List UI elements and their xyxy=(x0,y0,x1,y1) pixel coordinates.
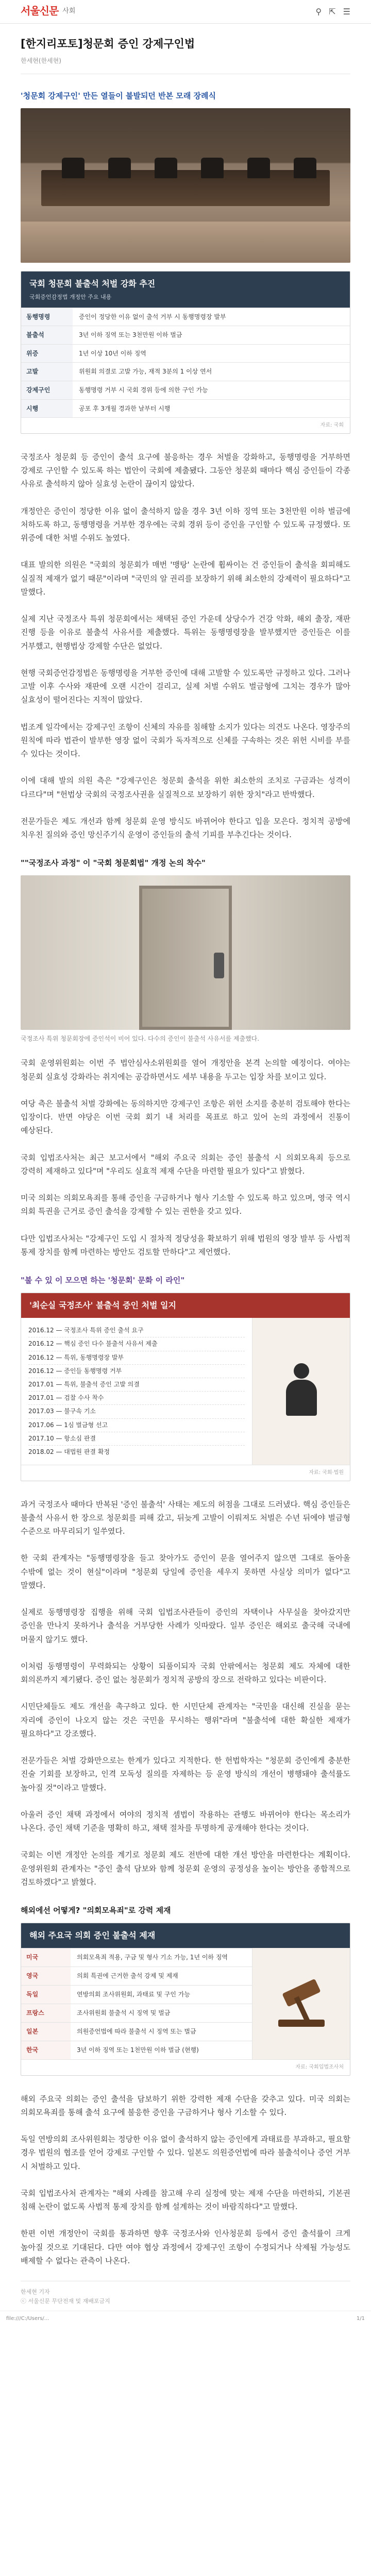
section-heading-3: "불 수 있 이 모으면 하는 '청문회' 문화 이 라인" xyxy=(21,1276,185,1285)
section-heading-1: '청문회 강제구인' 만든 열들이 불발되던 반본 모래 장례식 xyxy=(21,91,216,101)
infobox-footnote: 자료: 국회·법원 xyxy=(21,1465,350,1481)
infobox-illustration xyxy=(252,1318,350,1465)
country-sanction: 의회모욕죄 적용, 구금 및 형사 기소 가능, 1년 이하 징역 xyxy=(77,1954,228,1961)
photo-seat xyxy=(247,158,270,178)
infobox-footnote: 자료: 국회입법조사처 xyxy=(21,2059,350,2075)
country-table xyxy=(21,1948,252,2059)
timeline-item: 2018.02 — 대법원 판결 확정 xyxy=(28,1448,110,1455)
paragraph: 법조계 일각에서는 강제구인 조항이 신체의 자유를 침해할 소지가 있다는 의견도 나온다. 영장주의 원칙에 따라 법관이 발부한 영장 없이 국회가 독자적으로 신체를 구속하는 것은 위헌 시비를 부를 수 있다는 것이다. xyxy=(21,722,350,758)
infobox-body xyxy=(21,1948,350,2059)
paragraph: 해외 주요국 의회는 증인 출석을 담보하기 위한 강력한 제재 수단을 갖추고 있다. 미국 의회는 의회모욕죄를 통해 출석 요구에 불응한 증인을 구금하거나 형사 기소할 수 있다. xyxy=(21,2094,350,2117)
courtroom-photo xyxy=(21,108,350,263)
infobox-row xyxy=(21,399,350,418)
paragraph: 다만 입법조사처는 "강제구인 도입 시 절차적 정당성을 확보하기 위해 법원의 영장 발부 등 사법적 통제 장치를 함께 마련하는 방안도 검토할 만하다"고 제언했다. xyxy=(21,1233,350,1257)
status-bar xyxy=(0,2311,371,2327)
photo-door-handle xyxy=(214,953,224,978)
paragraph: 국정조사 청문회 등 증인이 출석 요구에 불응하는 경우 처벌을 강화하고, 동행명령을 거부하면 강제로 구인할 수 있도록 하는 법안이 국회에 제출됐다. 그동안 청문회 때마다 핵심 증인들이 각종 사유로 출석하지 않아 실효성 논란이 끊이지 않았다. xyxy=(21,452,350,489)
infobox-key: 고발 xyxy=(21,363,73,381)
top-bar xyxy=(0,0,371,24)
paragraph: 한 국회 관계자는 "동행명령장을 들고 찾아가도 증인이 문을 열어주지 않으면 그대로 돌아올 수밖에 없는 것이 현실"이라며 "청문회 당일에 증인을 세우지 못하면 사실상 의미가 없다"고 말했다. xyxy=(21,1553,350,1590)
country-name: 미국 xyxy=(21,1948,71,1967)
copyright-notice: ⓒ 서울신문 무단전재 및 재배포금지 xyxy=(21,2297,110,2304)
gavel-icon xyxy=(273,1980,330,2027)
gavel-base xyxy=(278,2020,325,2027)
paragraph: 국회 운영위원회는 이번 주 법안심사소위원회를 열어 개정안을 본격 논의할 예정이다. 여야는 청문회 실효성 강화라는 취지에는 공감하면서도 세부 내용을 두고는 입장 차를 보이고 있다. xyxy=(21,1058,350,1081)
article-meta xyxy=(21,56,350,66)
photo-seat xyxy=(62,158,85,178)
infobox-title xyxy=(21,272,350,307)
country-name: 일본 xyxy=(21,2023,71,2041)
country-name: 독일 xyxy=(21,1986,71,2004)
country-row xyxy=(21,1985,252,2004)
timeline-item: 2017.01 — 특위, 불출석 증인 고발 의결 xyxy=(28,1378,245,1392)
reporter-name: 한세현 기자 xyxy=(21,2289,50,2296)
person-silhouette-icon xyxy=(278,1363,325,1420)
infobox-key: 불출석 xyxy=(21,326,73,344)
country-row xyxy=(21,2041,252,2059)
article-header xyxy=(21,24,350,74)
infobox-key: 강제구인 xyxy=(21,381,73,399)
timeline-item: 2016.12 — 국정조사 특위 증인 출석 요구 xyxy=(28,1324,245,1337)
infobox-title: 해외 주요국 의회 증인 불출석 제재 xyxy=(21,1923,350,1948)
infobox-foreign-cases xyxy=(21,1923,350,2076)
article-title: [한지리포토]청문회 증인 강제구인법 xyxy=(21,38,195,50)
infobox-key: 위증 xyxy=(21,345,73,363)
photo-bench xyxy=(41,170,330,206)
infobox-title: '최순실 국정조사' 불출석 증인 처벌 일지 xyxy=(21,1293,350,1318)
share-icon[interactable]: ⇱ xyxy=(329,6,336,16)
brand xyxy=(21,3,75,21)
country-row xyxy=(21,1967,252,1985)
infobox-illustration xyxy=(252,1948,350,2059)
country-sanction: 의회 특권에 근거한 출석 강제 및 제재 xyxy=(77,1972,178,1980)
paragraph: 이에 대해 발의 의원 측은 "강제구인은 청문회 출석을 위한 최소한의 조치로 구금과는 성격이 다르다"며 "헌법상 국회의 국정조사권을 실질적으로 보장하기 위한 장치"라고 반박했다. xyxy=(21,776,350,799)
country-name: 한국 xyxy=(21,2041,71,2059)
infobox-value: 3년 이하 징역 또는 3천만원 이하 벌금 xyxy=(79,331,182,339)
paragraph: 국회 입법조사처 관계자는 "해외 사례를 참고해 우리 실정에 맞는 제재 수단을 마련하되, 기본권 침해 논란이 없도록 사법적 통제 장치를 함께 설계하는 것이 바람직하다"고 말했다. xyxy=(21,2188,350,2212)
country-row xyxy=(21,2004,252,2022)
paragraph: 아울러 증인 채택 과정에서 여야의 정치적 셈법이 작용하는 관행도 바뀌어야 한다는 목소리가 나온다. 증인 채택 기준을 명확히 하고, 채택 절차를 투명하게 공개해야 한다는 것이다. xyxy=(21,1809,350,1833)
photo-seat xyxy=(201,158,224,178)
country-sanction: 3년 이하 징역 또는 1천만원 이하 벌금 (현행) xyxy=(77,2046,199,2054)
timeline-item: 2017.06 — 1심 벌금형 선고 xyxy=(28,1419,245,1432)
infobox-body xyxy=(21,1318,350,1465)
photo-seat xyxy=(108,158,131,178)
infobox-row xyxy=(21,344,350,363)
section-heading-4: 해외에선 어떻게? "의회모욕죄"로 강력 제재 xyxy=(21,1906,171,1916)
infobox-row xyxy=(21,381,350,399)
infobox-value: 동행명령 거부 시 국회 경위 등에 의한 구인 가능 xyxy=(79,386,208,394)
top-icons xyxy=(316,5,350,19)
timeline-item: 2016.12 — 핵심 증인 다수 불출석 사유서 제출 xyxy=(28,1337,245,1351)
infobox-key: 시행 xyxy=(21,400,73,418)
infobox-value: 1년 이상 10년 이하 징역 xyxy=(79,349,146,357)
infobox-row xyxy=(21,362,350,381)
site-logo[interactable]: 서울신문 xyxy=(21,6,59,17)
photo-caption: 국정조사 특위 청문회장에 증인석이 비어 있다. 다수의 증인이 불출석 사유서를 제출했다. xyxy=(21,1035,260,1043)
paragraph: 국회 입법조사처는 최근 보고서에서 "해외 주요국 의회는 증인 불출석 시 의회모욕죄 등으로 강력히 제재하고 있다"며 "우리도 실효적 제재 수단을 마련할 필요가 있다"고 밝혔다. xyxy=(21,1153,350,1176)
infobox-footnote: 자료: 국회 xyxy=(21,417,350,433)
article-footer xyxy=(21,2281,350,2306)
section-label[interactable]: 사회 xyxy=(62,7,76,15)
search-icon[interactable]: ⚲ xyxy=(315,6,322,16)
section-heading-2: ""국정조사 과정" 이 "국회 청문회법" 개정 논의 착수" xyxy=(21,858,206,868)
photo-seat xyxy=(294,158,316,178)
timeline-item: 2017.01 — 검찰 수사 착수 xyxy=(28,1392,245,1405)
infobox-value: 증인이 정당한 이유 없이 출석 거부 시 동행명령장 발부 xyxy=(79,313,226,320)
menu-icon[interactable]: ☰ xyxy=(343,6,350,16)
paragraph: 국회는 이번 개정안 논의를 계기로 청문회 제도 전반에 대한 개선 방안을 마련한다는 계획이다. 운영위원회 관계자는 "증인 출석 담보와 함께 청문회 운영의 공정성을 높이는 방안을 종합적으로 검토하겠다"고 밝혔다. xyxy=(21,1850,350,1887)
timeline-item: 2016.12 — 특위, 동행명령장 발부 xyxy=(28,1351,245,1365)
country-row xyxy=(21,1948,252,1967)
country-name: 프랑스 xyxy=(21,2004,71,2022)
paragraph: 대표 발의한 의원은 "국회의 청문회가 매번 '맹탕' 논란에 휩싸이는 건 증인들이 출석을 회피해도 실질적 제재가 없기 때문"이라며 "국민의 알 권리를 보장하기 위해 최소한의 강제력이 필요하다"고 말했다. xyxy=(21,560,350,597)
timeline-item: 2017.03 — 불구속 기소 xyxy=(28,1405,245,1418)
country-sanction: 의원증언법에 따라 불출석 시 징역 또는 벌금 xyxy=(77,2028,196,2036)
paragraph: 여당 측은 불출석 처벌 강화에는 동의하지만 강제구인 조항은 위헌 소지를 충분히 검토해야 한다는 입장이다. 반면 야당은 이번 국회 회기 내 처리를 목표로 하고 있어 논의 과정에서 진통이 예상된다. xyxy=(21,1098,350,1136)
infobox-value: 위원회 의결로 고발 가능, 재적 3분의 1 이상 연서 xyxy=(79,368,212,376)
paragraph: 한편 이번 개정안이 국회를 통과하면 향후 국정조사와 인사청문회 등에서 증인 출석률이 크게 높아질 것으로 기대된다. 다만 여야 협상 과정에서 강제구인 조항이 수정되거나 삭제될 가능성도 배제할 수 없다는 관측이 나온다. xyxy=(21,2229,350,2265)
photo-seat xyxy=(155,158,177,178)
paragraph: 시민단체들도 제도 개선을 촉구하고 있다. 한 시민단체 관계자는 "국민을 대신해 진실을 묻는 자리에 증인이 나오지 않는 것은 국민을 무시하는 행위"라며 "불출석에 대한 확실한 제재가 필요하다"고 강조했다. xyxy=(21,1702,350,1738)
paragraph: 전문가들은 처벌 강화만으로는 한계가 있다고 지적한다. 한 헌법학자는 "청문회 증인에게 충분한 진술 기회를 보장하고, 인격 모독성 질의를 자제하는 등 운영 방식의 개선이 병행돼야 출석률도 높아질 것"이라고 말했다. xyxy=(21,1756,350,1792)
infobox-subtitle: 국회증언감정법 개정안 주요 내용 xyxy=(29,294,112,301)
timeline-item: 2017.10 — 항소심 판결 xyxy=(28,1432,245,1446)
status-url: file:///C:/Users/... xyxy=(6,2316,49,2322)
paragraph: 전문가들은 제도 개선과 함께 청문회 운영 방식도 바뀌어야 한다고 입을 모은다. 정치적 공방에 치우친 질의와 증인 망신주기식 운영이 증인들의 출석 기피를 부추긴다는 것이다. xyxy=(21,816,350,839)
infobox-row xyxy=(21,308,350,326)
infobox-law-amendment xyxy=(21,271,350,433)
infobox-timeline xyxy=(21,1293,350,1481)
photo-floor xyxy=(21,222,350,263)
article-author: 한세현(한세현) xyxy=(21,57,61,65)
door-photo xyxy=(21,875,350,1030)
infobox-key: 동행명령 xyxy=(21,308,73,326)
timeline-item: 2016.12 — 증인들 동행명령 거부 xyxy=(28,1365,245,1378)
silhouette-head xyxy=(294,1363,309,1379)
paragraph: 미국 의회는 의회모욕죄를 통해 증인을 구금하거나 형사 기소할 수 있도록 하고 있으며, 영국 역시 의회 특권을 근거로 증인 출석을 강제할 수 있는 권한을 갖고 있다. xyxy=(21,1193,350,1216)
country-name: 영국 xyxy=(21,1967,71,1985)
paragraph: 개정안은 증인이 정당한 이유 없이 출석하지 않을 경우 3년 이하 징역 또는 3천만원 이하 벌금에 처하도록 하고, 동행명령을 거부한 경우에는 국회 경위 등이 증인을 구인할 수 있도록 규정했다. 또 위증에 대한 처벌 수위도 높였다. xyxy=(21,506,350,543)
country-sanction: 연방의회 조사위원회, 과태료 및 구인 가능 xyxy=(77,1991,190,1998)
paragraph: 독일 연방의회 조사위원회는 정당한 이유 없이 출석하지 않는 증인에게 과태료를 부과하고, 필요할 경우 법원의 협조를 얻어 강제로 구인할 수 있다. 일본도 의원증언법에 따라 불출석이나 증언 거부 시 처벌하고 있다. xyxy=(21,2134,350,2171)
paragraph: 현행 국회증언감정법은 동행명령을 거부한 증인에 대해 고발할 수 있도록만 규정하고 있다. 그러나 고발 이후 수사와 재판에 오랜 시간이 걸리고, 실제 처벌 수위도 벌금형에 그치는 경우가 많아 실효성이 떨어진다는 지적이 많았다. xyxy=(21,668,350,705)
paragraph: 과거 국정조사 때마다 반복된 '증인 불출석' 사태는 제도의 허점을 그대로 드러냈다. 핵심 증인들은 불출석 사유서 한 장으로 청문회를 피해 갔고, 뒤늦게 고발이 이뤄져도 처벌은 수년 뒤에야 벌금형 수준으로 마무리되기 일쑤였다. xyxy=(21,1499,350,1536)
country-sanction: 조사위원회 불출석 시 징역 및 벌금 xyxy=(77,2009,171,2017)
paragraph: 이처럼 동행명령이 무력화되는 상황이 되풀이되자 국회 안팎에서는 청문회 제도 자체에 대한 회의론까지 제기됐다. 증인 없는 청문회가 정치적 공방의 장으로 전락하고 있다는 비판이다. xyxy=(21,1661,350,1685)
paragraph: 실제로 동행명령장 집행을 위해 국회 입법조사관들이 증인의 자택이나 사무실을 찾아갔지만 증인을 만나지 못하거나 출석을 거부당한 사례가 잇따랐다. 일부 증인은 해외로 출국해 국내에 머물지 않기도 했다. xyxy=(21,1607,350,1644)
infobox-title-text: 국회 청문회 불출석 처벌 강화 추진 xyxy=(29,279,156,289)
country-row xyxy=(21,2022,252,2041)
infobox-value: 공포 후 3개월 경과한 날부터 시행 xyxy=(79,404,171,412)
infobox-row xyxy=(21,326,350,344)
paragraph: 실제 지난 국정조사 특위 청문회에서는 채택된 증인 가운데 상당수가 건강 악화, 해외 출장, 재판 진행 등을 이유로 불출석 사유서를 제출했다. 특위는 동행명령장을 발부했지만 증인들은 이를 거부했고, 현행법상 강제할 수단은 없었다. xyxy=(21,614,350,651)
page-counter: 1/1 xyxy=(356,2316,365,2322)
silhouette-body xyxy=(286,1380,317,1416)
timeline-list xyxy=(21,1318,252,1465)
